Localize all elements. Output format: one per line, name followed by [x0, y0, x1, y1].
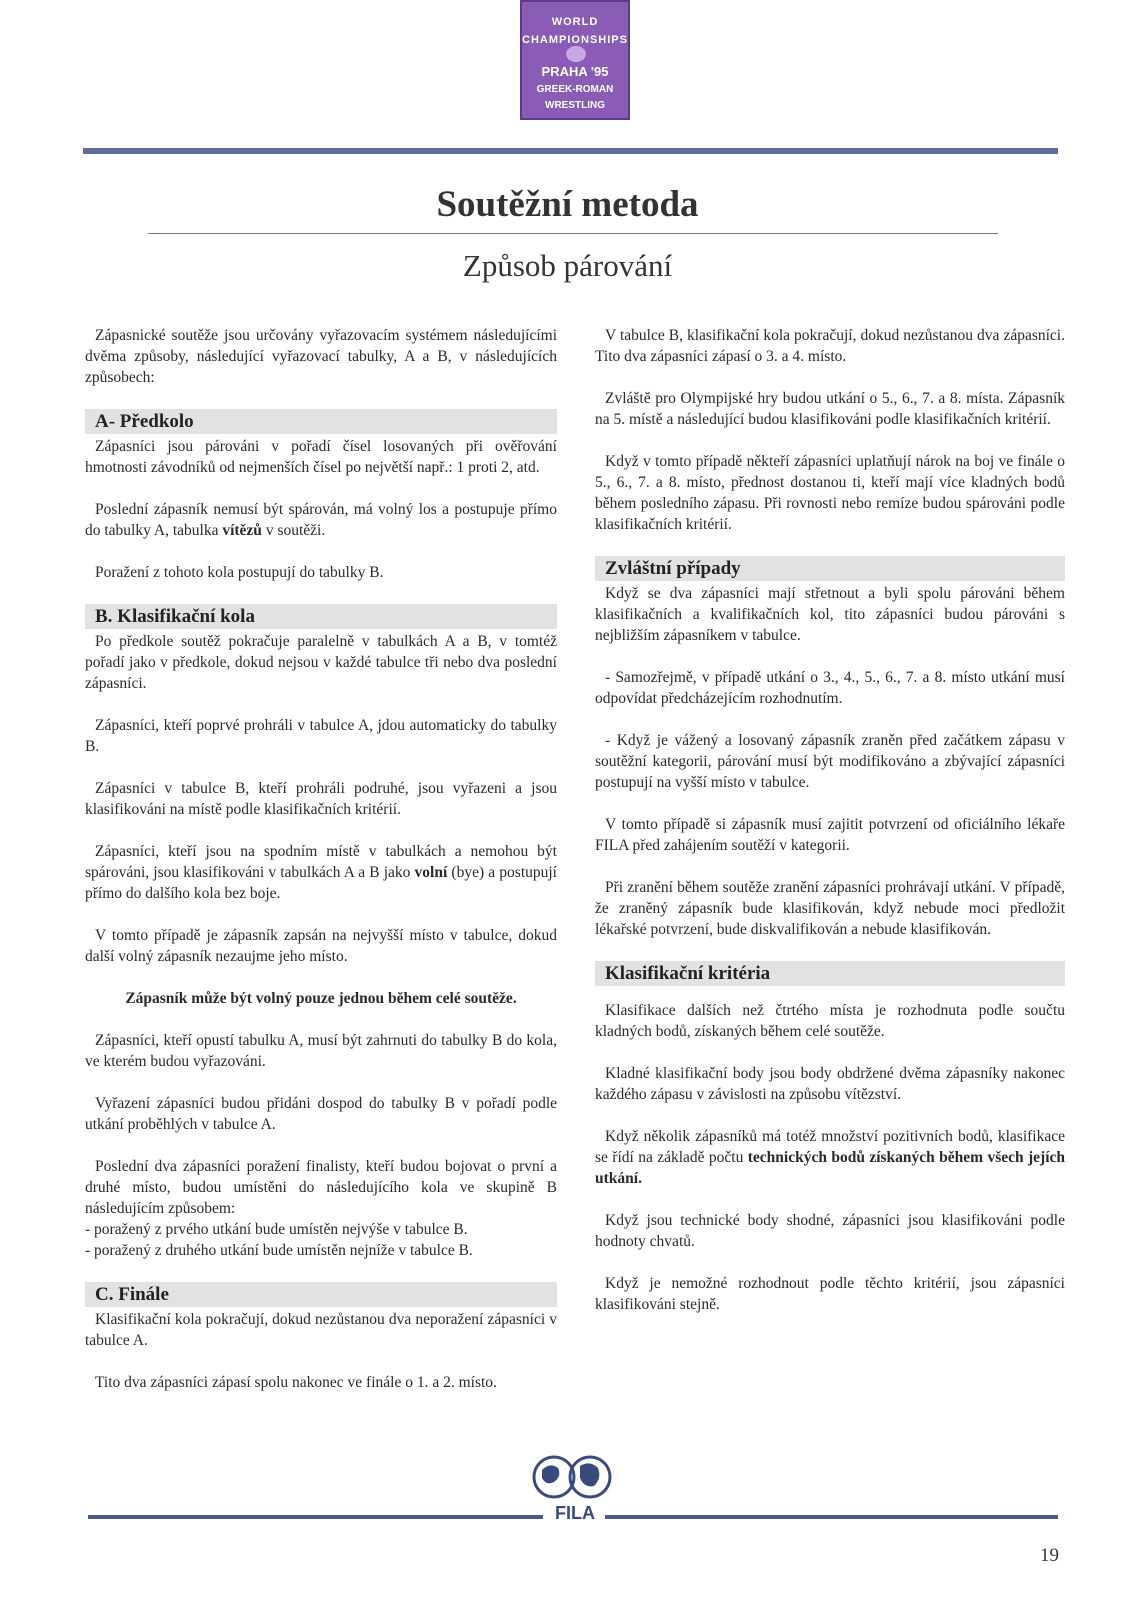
paragraph: Po předkole soutěž pokračuje paralelně v tabulkách A a B, v tomtéž pořadí jako v předkole, dokud nejsou v každé tabulce tři nebo dva poslední zápasníci.	[85, 633, 557, 692]
paragraph: Když je nemožné rozhodnout podle těchto kritérií, jsou zápasníci klasifikováni stejně.	[595, 1275, 1065, 1313]
section-heading-finale: C. Finále	[85, 1282, 557, 1307]
left-column	[85, 325, 557, 1414]
section-heading-zvlastni-pripady: Zvláštní případy	[595, 556, 1065, 581]
paragraph: Zápasníci jsou párováni v pořadí čísel losovaných při ověřování hmotnosti závodníků od nejmenších čísel po největší např.: 1 proti 2, atd.	[85, 438, 557, 476]
paragraph: Při zranění během soutěže zranění zápasníci prohrávají utkání. V případě, že zraněný zápasník bude klasifikován, když nebude moci předložit lékařské potvrzení, bude diskvalifikován a nebude klasifikován.	[595, 879, 1065, 938]
paragraph: Vyřazení zápasníci budou přidáni dospod do tabulky B v pořadí podle utkání proběhlých v tabulce A.	[85, 1095, 557, 1133]
fila-globe-icon	[532, 1452, 612, 1502]
paragraph: Zvláště pro Olympijské hry budou utkání o 5., 6., 7. a 8. místa. Zápasník na 5. místě a následující budou klasifikováni podle klasifikačních kritérií.	[595, 390, 1065, 428]
page-number: 19	[1040, 1545, 1059, 1566]
section-heading-klasifikacni-kola: B. Klasifikační kola	[85, 604, 557, 629]
paragraph: Zápasníci, kteří jsou na spodním místě v tabulkách a nemohou být spárováni, jsou klasifikováni v tabulkách A a B jako volní (bye) a postupují přímo do dalšího kola bez boje.	[85, 843, 557, 902]
wrestler-figure-icon	[566, 46, 586, 62]
bold-text: technických bodů získaných během všech jejích utkání.	[595, 1149, 1066, 1187]
intro-paragraph: Zápasnické soutěže jsou určovány vyřazovacím systémem následujícími dvěma způsoby, následující vyřazovací tabulky, A a B, v následujících způsobech:	[85, 327, 557, 386]
paragraph: Tito dva zápasníci zápasí spolu nakonec ve finále o 1. a 2. místo.	[95, 1374, 497, 1391]
paragraph: V tomto případě si zápasník musí zajitit potvrzení od oficiálního lékaře FILA před zahájením soutěží v kategorii.	[595, 816, 1065, 854]
footer-rule-right	[605, 1515, 1058, 1519]
logo-line-wrestling: WRESTLING	[545, 100, 605, 111]
paragraph: Klasifikační kola pokračují, dokud nezůstanou dva neporažení zápasníci v tabulce A.	[85, 1311, 557, 1349]
footer-rule-left	[88, 1515, 543, 1519]
paragraph: Zápasníci, kteří opustí tabulku A, musí být zahrnuti do tabulky B do kola, ve kterém budou vyřazováni.	[85, 1032, 557, 1070]
logo-line-praha: PRAHA '95	[541, 64, 609, 79]
paragraph: Když se dva zápasníci mají střetnout a byli spolu párováni během klasifikačních a kvalifikačních kol, tito zápasníci budou párováni s nejbližším zápasníkem v tabulce.	[595, 585, 1065, 644]
fila-brand: FILA	[555, 1503, 595, 1523]
paragraph: Zápasníci v tabulce B, kteří prohráli podruhé, jsou vyřazeni a jsou klasifikováni na místě podle klasifikačních kritérií.	[85, 780, 557, 818]
logo-line-world: WORLD	[551, 16, 599, 28]
list-item: - poražený z prvého utkání bude umístěn nejvýše v tabulce B.	[85, 1221, 468, 1238]
paragraph: Když v tomto případě někteří zápasníci uplatňují nárok na boj ve finále o 5., 6., 7. a 8. místo, přednost dostanou ti, kteří mají více kladných bodů během posledního zápasu. Při rovnosti nebo remíze budou spárováni podle klasifikačních kritérií.	[595, 453, 1065, 533]
page-subtitle: Způsob párování	[462, 248, 673, 283]
list-item: - poražený z druhého utkání bude umístěn nejníže v tabulce B.	[85, 1242, 473, 1259]
top-rule	[83, 148, 1058, 154]
paragraph: V tomto případě je zápasník zapsán na nejvyšší místo v tabulce, dokud další volný zápasník nezaujme jeho místo.	[85, 927, 557, 965]
paragraph: Když několik zápasníků má totéž množství pozitivních bodů, klasifikace se řídí na základě počtu technických bodů získaných během všech jejích utkání.	[595, 1128, 1066, 1187]
bold-text: volní	[414, 864, 448, 881]
logo-line-championships: CHAMPIONSHIPS	[522, 34, 628, 46]
section-heading-predkolo: A- Předkolo	[85, 409, 557, 434]
logo-line-greek-roman: GREEK-ROMAN	[536, 84, 614, 95]
paragraph: Klasifikace dalších než čtrtého místa je rozhodnuta podle součtu kladných bodů, získaných během celé soutěže.	[595, 1002, 1065, 1040]
paragraph: - Když je vážený a losovaný zápasník zraněn před začátkem zápasu v soutěžní kategorii, párování musí být modifikováno a zbývající zápasníci postupují na vyšší místo v tabulce.	[595, 732, 1065, 791]
paragraph: Když jsou technické body shodné, zápasníci jsou klasifikováni podle hodnoty chvatů.	[595, 1212, 1065, 1250]
paragraph: Poslední zápasník nemusí být spárován, má volný los a postupuje přímo do tabulky A, tabulka vítězů v soutěži.	[85, 501, 557, 539]
right-column	[595, 325, 1065, 1336]
page-title: Soutěžní metoda	[436, 184, 699, 225]
championship-logo	[520, 0, 630, 120]
paragraph: Kladné klasifikační body jsou body obdržené dvěma zápasníky nakonec každého zápasu v závislosti na způsobu vítězství.	[595, 1065, 1065, 1103]
paragraph: V tabulce B, klasifikační kola pokračují, dokud nezůstanou dva zápasníci. Tito dva zápasníci zápasí o 3. a 4. místo.	[595, 327, 1065, 365]
paragraph: - Samozřejmě, v případě utkání o 3., 4., 5., 6., 7. a 8. místo utkání musí odpovídat předcházejícím rozhodnutím.	[595, 669, 1065, 707]
paragraph: Zápasníci, kteří poprvé prohráli v tabulce A, jdou automaticky do tabulky B.	[85, 717, 557, 755]
bold-rule-paragraph: Zápasník může být volný pouze jednou během celé soutěže.	[125, 990, 517, 1007]
title-rule	[148, 233, 998, 234]
bold-text: vítězů	[222, 522, 262, 539]
paragraph: Poslední dva zápasníci poražení finalisty, kteří budou bojovat o první a druhé místo, budou umístěni do následujícího kola ve skupině B následujícím způsobem:	[85, 1158, 557, 1217]
section-heading-klasifikacni-kriteria: Klasifikační kritéria	[595, 961, 1065, 986]
paragraph: Poražení z tohoto kola postupují do tabulky B.	[95, 564, 384, 581]
